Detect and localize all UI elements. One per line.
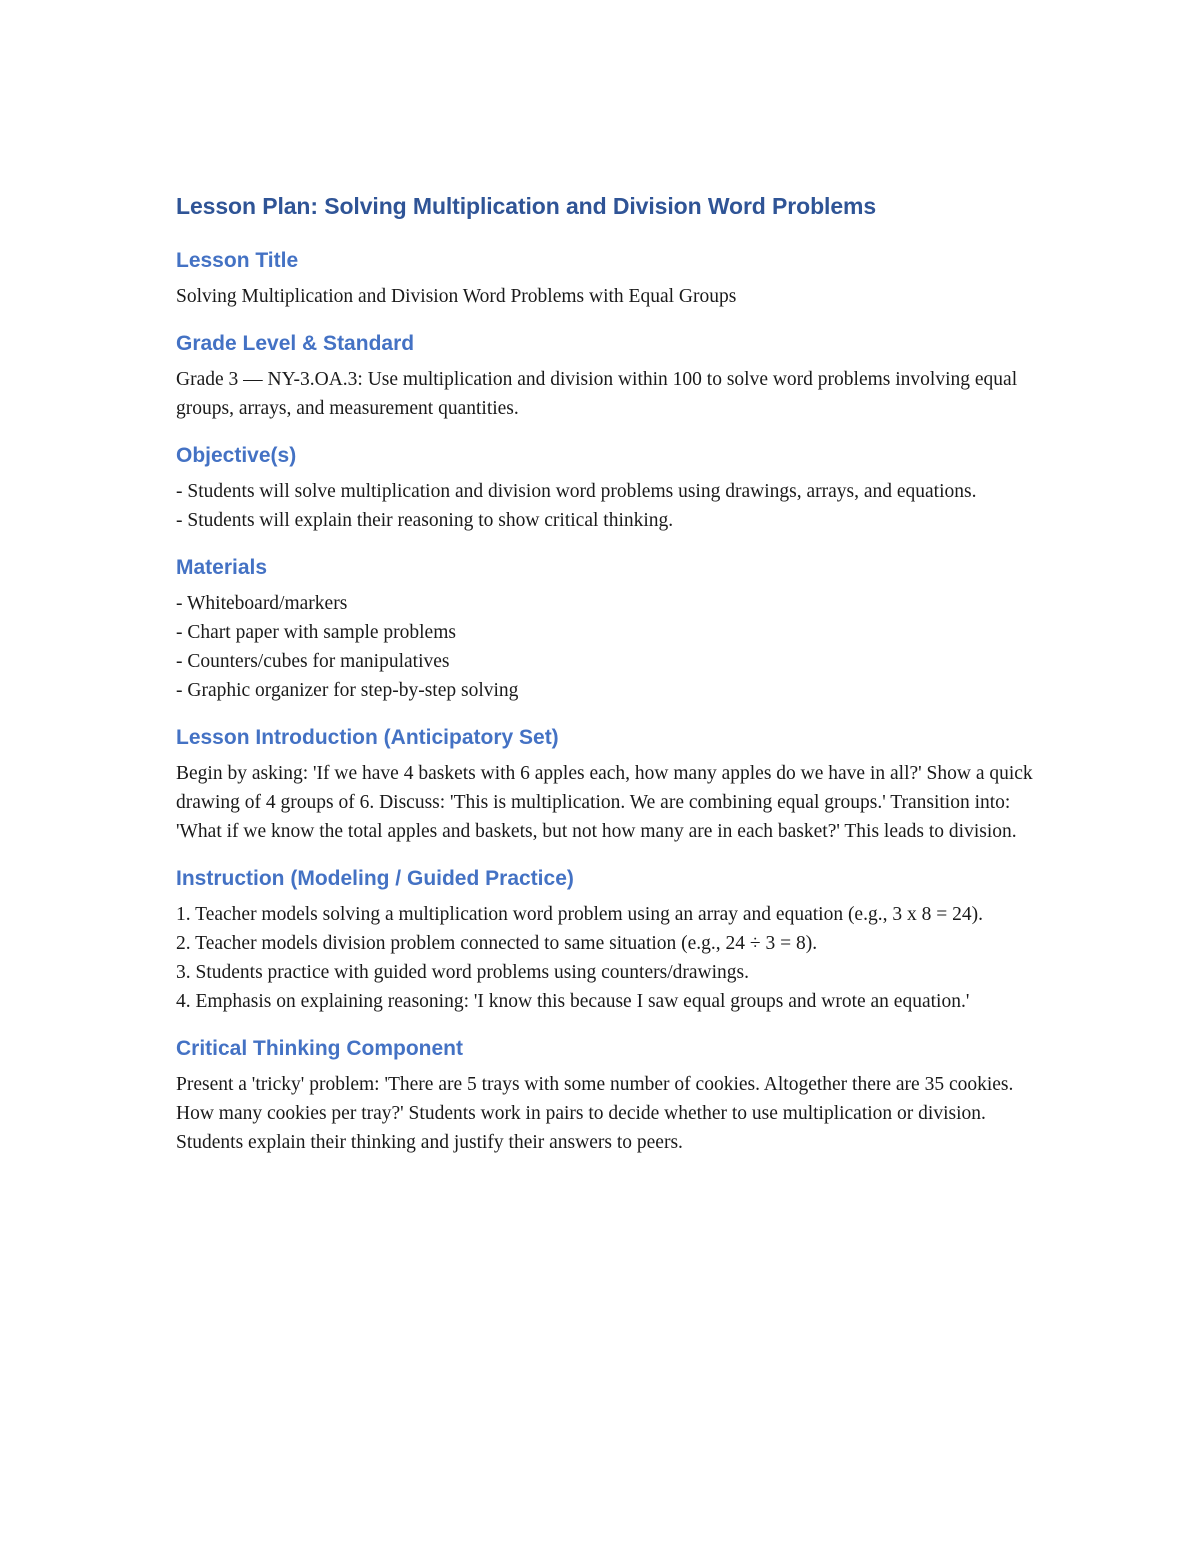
list-item: - Whiteboard/markers bbox=[176, 593, 348, 614]
section-heading: Objective(s) bbox=[176, 444, 297, 467]
section-body bbox=[176, 1070, 1036, 1157]
section-heading: Lesson Title bbox=[176, 249, 299, 272]
body-line: Grade 3 — NY-3.OA.3: Use multiplication and division within 100 to solve word problems involving equal groups, arrays, and measurement quantities. bbox=[176, 369, 1018, 419]
section-heading: Materials bbox=[176, 556, 268, 579]
list-item: 2. Teacher models division problem connected to same situation (e.g., 24 ÷ 3 = 8). bbox=[176, 933, 818, 954]
list-item: 4. Emphasis on explaining reasoning: 'I know this because I saw equal groups and wrote an equation.' bbox=[176, 991, 970, 1012]
list-item: - Counters/cubes for manipulatives bbox=[176, 651, 450, 672]
list-item: - Chart paper with sample problems bbox=[176, 622, 456, 643]
list-item: 1. Teacher models solving a multiplication word problem using an array and equation (e.g., 3 x 8 = 24). bbox=[176, 904, 983, 925]
section-body bbox=[176, 477, 1036, 535]
section-body bbox=[176, 900, 1036, 1016]
section-body bbox=[176, 282, 1036, 311]
section-materials bbox=[176, 553, 1036, 705]
section-heading: Grade Level & Standard bbox=[176, 332, 415, 355]
section-objectives bbox=[176, 441, 1036, 535]
list-item: 3. Students practice with guided word problems using counters/drawings. bbox=[176, 962, 749, 983]
body-line: Solving Multiplication and Division Word Problems with Equal Groups bbox=[176, 286, 737, 307]
section-heading: Instruction (Modeling / Guided Practice) bbox=[176, 867, 574, 890]
list-item: - Graphic organizer for step-by-step solving bbox=[176, 680, 519, 701]
body-line: Begin by asking: 'If we have 4 baskets with 6 apples each, how many apples do we have in all?' Show a quick drawing of 4 groups of 6. Discuss: 'This is multiplication. We are combining equal groups.' Transition into: 'What if we know the total apples and baskets, but not how many are in each basket?' This leads to division. bbox=[176, 763, 1033, 842]
list-item: - Students will explain their reasoning to show critical thinking. bbox=[176, 510, 674, 531]
section-body bbox=[176, 365, 1036, 423]
document-title: Lesson Plan: Solving Multiplication and Division Word Problems bbox=[176, 193, 877, 219]
section-body bbox=[176, 589, 1036, 705]
section-heading: Lesson Introduction (Anticipatory Set) bbox=[176, 726, 559, 749]
section-critical-thinking bbox=[176, 1034, 1036, 1157]
body-line: Present a 'tricky' problem: 'There are 5 trays with some number of cookies. Altogether there are 35 cookies. How many cookies per tray?' Students work in pairs to decide whether to use multiplication or division. Students explain their thinking and justify their answers to peers. bbox=[176, 1074, 1014, 1153]
list-item: - Students will solve multiplication and division word problems using drawings, arrays, and equations. bbox=[176, 481, 977, 502]
section-grade-level bbox=[176, 329, 1036, 423]
document-page bbox=[176, 190, 1036, 1175]
section-body bbox=[176, 759, 1036, 846]
section-heading: Critical Thinking Component bbox=[176, 1037, 463, 1060]
section-introduction bbox=[176, 723, 1036, 846]
section-lesson-title bbox=[176, 246, 1036, 311]
section-instruction bbox=[176, 864, 1036, 1016]
